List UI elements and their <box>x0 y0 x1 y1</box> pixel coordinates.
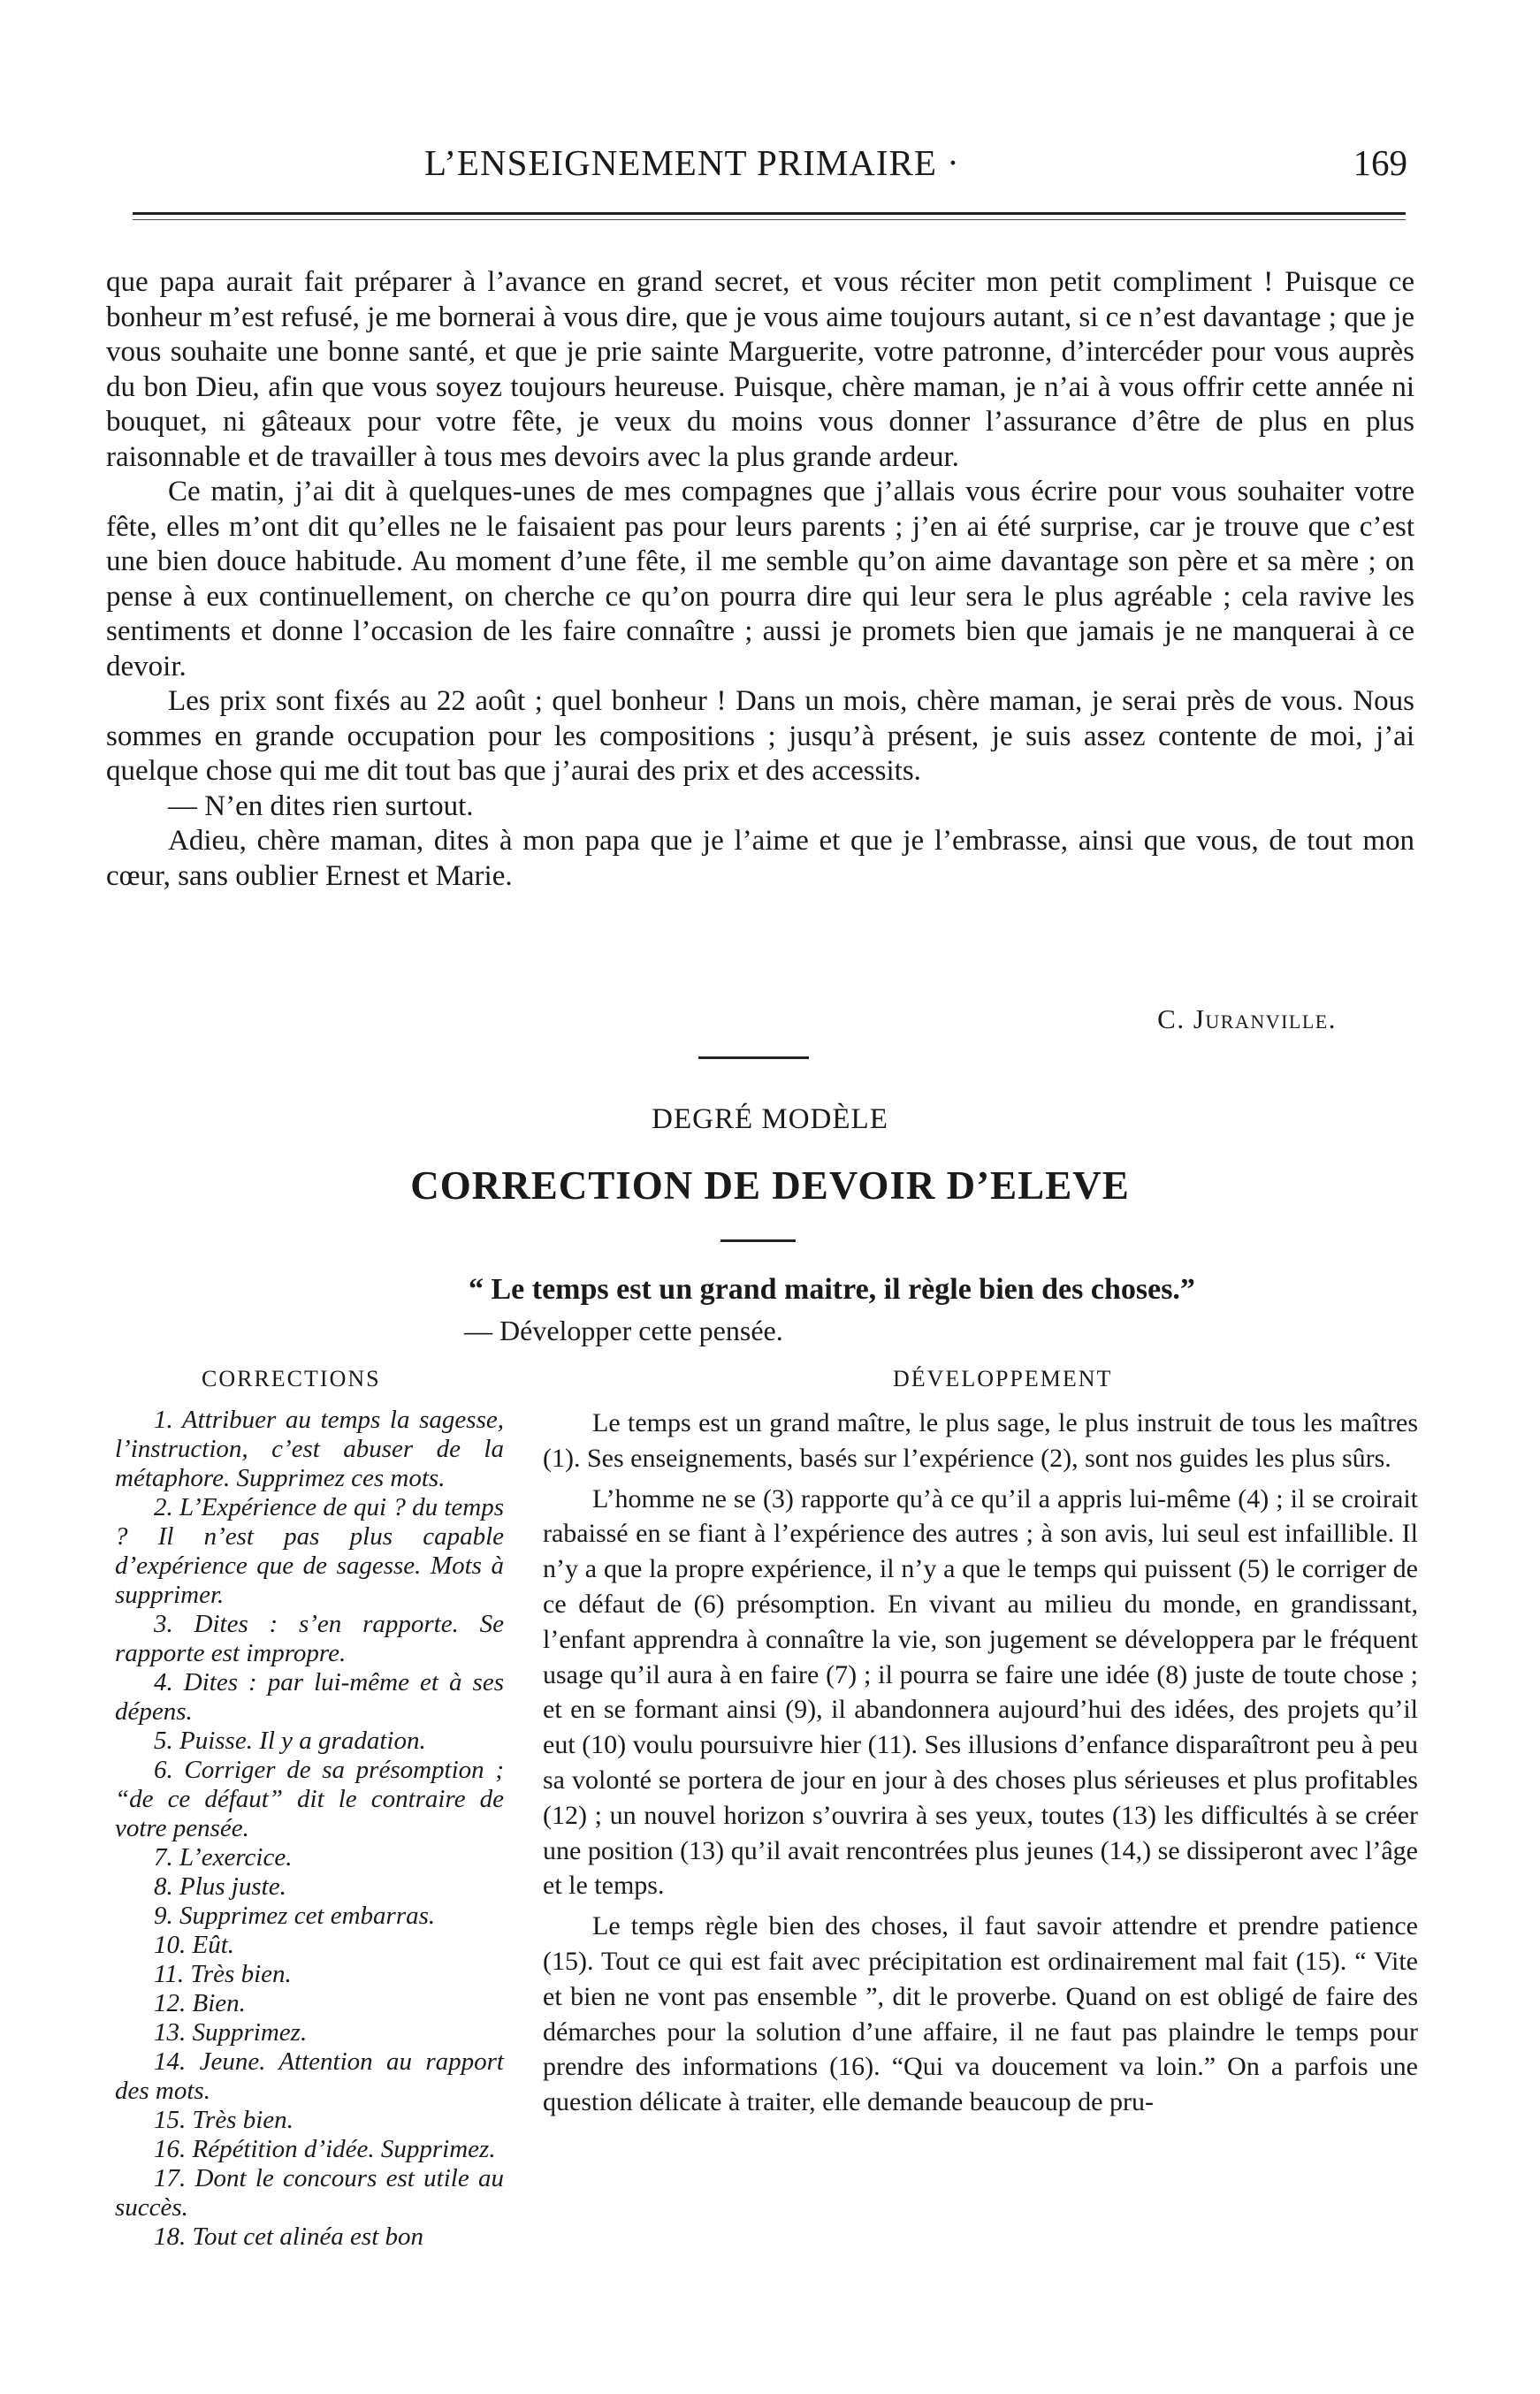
section-separator <box>698 1056 809 1059</box>
correction-note: 14. Jeune. Attention au rapport des mots. <box>115 2047 504 2105</box>
correction-note: 2. L’Expérience de qui ? du temps ? Il n’est pas plus capable d’expérience que de sagesse. Mots à supprimer. <box>115 1493 504 1609</box>
page-number: 169 <box>1353 142 1407 183</box>
letter-paragraph: Les prix sont fixés au 22 août ; quel bonheur ! Dans un mois, chère maman, je serai près de vous. Nous sommes en grande occupation pour les compositions ; jusqu’à présent, je suis assez contente de moi, j’ai quelque chose qui me dit tout bas que j’aurai des prix et des accessits. <box>106 685 1414 787</box>
letter-paragraph: — N’en dites rien surtout. <box>168 789 474 822</box>
correction-note: 9. Supprimez cet embarras. <box>154 1902 436 1930</box>
correction-note: 7. L’exercice. <box>154 1843 293 1872</box>
correction-note: 12. Bien. <box>154 1989 246 2017</box>
letter-paragraph: que papa aurait fait préparer à l’avance en grand secret, et vous réciter mon petit compliment ! Puisque ce bonheur m’est refusé, je me bornerai à vous dire, que je vous aime toujours autant, si ce n’est davantage ; que je vous souhaite une bonne santé, et que je prie sainte Marguerite, votre patronne, d’intercéder pour vous auprès du bon Dieu, afin que vous soyez toujours heureuse. Puisque, chère maman, je n’ai à vous offrir cette année ni bouquet, ni gâteaux pour votre fête, je veux du moins vous donner l’assurance d’être de plus en plus raisonnable et de travailler à tous mes devoirs avec la plus grande ardeur. <box>106 266 1414 473</box>
correction-note: 17. Dont le concours est utile au succès. <box>115 2164 504 2222</box>
section-title: CORRECTION DE DEVOIR D’ELEVE <box>410 1163 1130 1208</box>
corrections-column <box>115 1406 504 2252</box>
correction-note: 6. Corriger de sa présomption ; “de ce défaut” dit le contraire de votre pensée. <box>115 1756 504 1842</box>
development-paragraph: Le temps est un grand maître, le plus sage, le plus instruit de tous les maîtres (1). Ses enseignements, basés sur l’expérience (2), sont nos guides les plus sûrs. <box>543 1408 1418 1473</box>
header-rule <box>133 212 1406 215</box>
letter-paragraph: Adieu, chère maman, dites à mon papa que je l’aime et que je l’embrasse, ainsi que vous, de tout mon cœur, sans oublier Ernest et Marie. <box>106 825 1414 892</box>
development-paragraph: L’homme ne se (3) rapporte qu’à ce qu’il a appris lui-même (4) ; il se croirait rabaissé en se fiant à l’expérience des autres ; à son avis, lui seul est infaillible. Il n’y a que la propre expérience, il n’y a que le temps qui puissent (5) le corriger de ce défaut de (6) présomption. En vivant au milieu du monde, en grandissant, l’enfant apprendra à connaître la vie, son jugement se développera par le fréquent usage qu’il aura à en faire (7) ; il pourra se faire une idée (8) juste de toute chose ; et en se formant ainsi (9), il abandonnera aujourd’hui des idées, des projets qu’il eut (10) voulu poursuivre hier (11). Ses illusions d’enfance disparaîtront peu à peu sa volonté se portera de jour en jour à des choses plus sérieuses et plus profitables (12) ; un nouvel horizon s’ouvrira à ses yeux, toutes (13) les difficultés à se créer une position (13) qu’il avait rencontrées plus jeunes (14,) se dissiperont avec l’âge et le temps. <box>543 1483 1418 1901</box>
correction-note: 10. Eût. <box>154 1931 235 1959</box>
corrections-heading: CORRECTIONS <box>202 1366 381 1391</box>
subject-quote: “ Le temps est un grand maitre, il règle bien des choses.” <box>469 1273 1195 1306</box>
letter-body <box>106 265 1414 894</box>
correction-note: 8. Plus juste. <box>154 1872 286 1901</box>
correction-note: 4. Dites : par lui-même et à ses dépens. <box>115 1668 504 1726</box>
correction-note: 18. Tout cet alinéa est bon <box>154 2222 424 2251</box>
correction-note: 11. Très bien. <box>154 1960 292 1988</box>
correction-note: 13. Supprimez. <box>154 2018 308 2047</box>
development-column <box>543 1406 1418 2120</box>
letter-paragraph: Ce matin, j’ai dit à quelques-unes de mes compagnes que j’allais vous écrire pour vous souhaiter votre fête, elles m’ont dit qu’elles ne le faisaient pas pour leurs parents ; j’en ai été surprise, car je trouve que c’est une bien douce habitude. Au moment d’une fête, il me semble qu’on aime davantage son père et sa mère ; on pense à eux continuellement, on cherche ce qu’on pourra dire qui leur sera le plus agréable ; cela ravive les sentiments et donne l’occasion de les faire connaître ; aussi je promets bien que jamais je ne manquerai à ce devoir. <box>106 476 1414 682</box>
running-head: L’ENSEIGNEMENT PRIMAIRE · <box>424 142 960 183</box>
development-heading: DÉVELOPPEMENT <box>893 1366 1113 1391</box>
section-degree: DEGRÉ MODÈLE <box>652 1103 888 1135</box>
header-rule-thin <box>133 219 1406 220</box>
letter-signature: C. Juranville. <box>1157 1003 1337 1034</box>
development-paragraph: Le temps règle bien des choses, il faut savoir attendre et prendre patience (15). Tout ce qui est fait avec précipitation est ordinairement mal fait (15). “ Vite et bien ne vont pas ensemble ”, dit le proverbe. Quand on est obligé de faire des démarches pour la solution d’une affaire, il ne faut pas plaindre le temps pour prendre des informations (16). “Qui va doucement va loin.” On a parfois une question délicate à traiter, elle demande beaucoup de pru- <box>543 1911 1418 2117</box>
correction-note: 1. Attribuer au temps la sagesse, l’instruction, c’est abuser de la métaphore. Supprimez ces mots. <box>115 1406 504 1492</box>
correction-note: 15. Très bien. <box>154 2106 294 2134</box>
correction-note: 5. Puisse. Il y a gradation. <box>154 1727 426 1755</box>
correction-note: 16. Répétition d’idée. Supprimez. <box>154 2135 496 2163</box>
correction-note: 3. Dites : s’en rapporte. Se rapporte est impropre. <box>115 1610 504 1667</box>
subject-instruction: — Développer cette pensée. <box>464 1315 783 1346</box>
title-separator <box>720 1239 796 1242</box>
